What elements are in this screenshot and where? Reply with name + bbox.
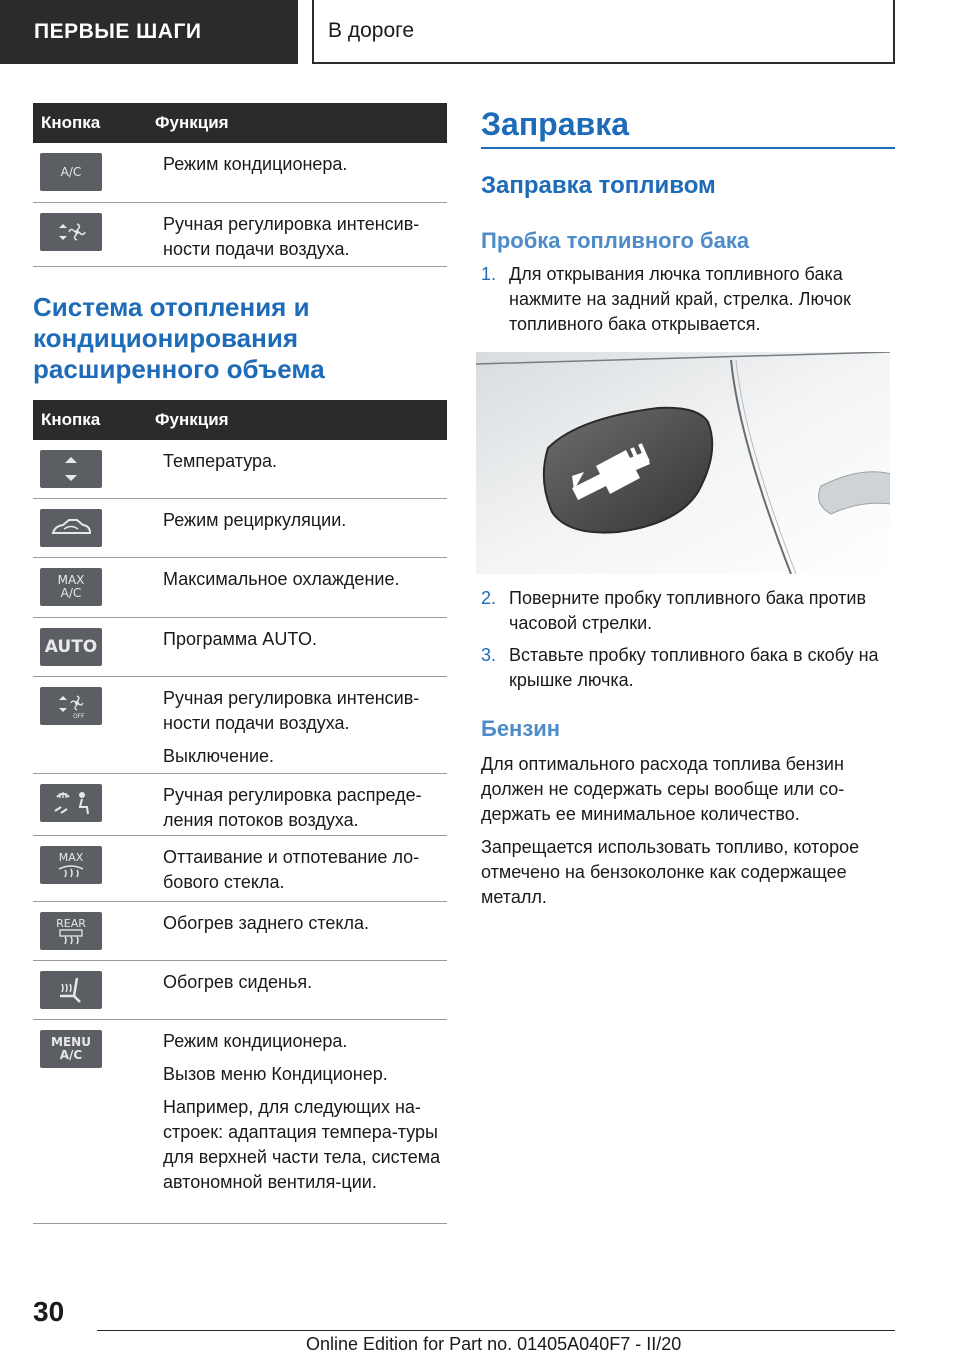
function-text: Режим кондиционера. — [163, 1031, 348, 1051]
function-text: Ручная регулировка интенсив-ности подачи воздуха. — [163, 214, 420, 259]
section-title-extended-climate: Система отопления и кондиционирования расширенного объема — [33, 292, 325, 384]
table-row — [33, 902, 447, 961]
temperature-rocker-icon — [40, 450, 102, 488]
heading-fuel-cap: Пробка топливного бака — [481, 228, 750, 253]
table-row — [33, 836, 447, 902]
column-header-function: Функция — [155, 410, 229, 429]
svg-text:OFF: OFF — [73, 713, 85, 719]
table-row — [33, 143, 447, 203]
fan-off-icon — [40, 687, 102, 725]
step-item — [481, 262, 895, 337]
footer-divider — [97, 1330, 895, 1331]
seat-heating-icon — [40, 971, 102, 1009]
function-text: Обогрев сиденья. — [163, 972, 313, 992]
heading-refueling: Заправка — [481, 104, 895, 149]
step-number: 1. — [481, 264, 497, 284]
function-text: Выключение. — [163, 746, 275, 766]
max-ac-icon: MAX A/C — [40, 568, 102, 606]
page-number: 30 — [33, 1296, 65, 1327]
function-text: Вызов меню Кондиционер. — [163, 1064, 388, 1084]
table-row — [33, 203, 447, 267]
table-row — [33, 499, 447, 558]
air-distribution-icon — [40, 784, 102, 822]
table-row — [33, 677, 447, 774]
heading-petrol: Бензин — [481, 716, 561, 741]
function-text: Режим кондиционера. — [163, 154, 348, 174]
fuel-flap-photo — [476, 352, 890, 574]
table-row — [33, 774, 447, 836]
step-item — [481, 643, 895, 693]
max-defrost-icon: MAX — [40, 846, 102, 884]
header-section-tab: ПЕРВЫЕ ШАГИ — [0, 0, 298, 64]
rear-defrost-icon: REAR — [40, 912, 102, 950]
column-header-button: Кнопка — [41, 410, 101, 429]
step-item — [481, 586, 895, 636]
table-row — [33, 618, 447, 677]
function-text: Программа AUTO. — [163, 629, 317, 649]
step-number: 3. — [481, 645, 497, 665]
table-row — [33, 1020, 447, 1224]
header-chapter-title: В дороге — [312, 0, 895, 64]
controls-table-basic — [33, 103, 447, 267]
step-text: Поверните пробку топливного бака против часовой стрелки. — [509, 588, 867, 633]
table-row — [33, 440, 447, 499]
function-text: Оттаивание и отпотевание ло-бового стекла. — [163, 847, 420, 892]
auto-icon: AUTO — [40, 628, 102, 666]
menu-ac-icon: MENU A/C — [40, 1030, 102, 1068]
step-text: Вставьте пробку топливного бака в скобу на крышке лючка. — [509, 645, 879, 690]
fan-speed-button-icon — [40, 213, 102, 251]
function-text: Максимальное охлаждение. — [163, 569, 400, 589]
function-text: Ручная регулировка интенсив-ности подачи воздуха. — [163, 688, 420, 733]
step-text: Для открывания лючка топливного бака нажмите на задний край, стрелка. Лючок топливного бака открывается. — [509, 264, 851, 334]
step-number: 2. — [481, 588, 497, 608]
ac-button-icon: A/C — [40, 153, 102, 191]
function-text: Температура. — [163, 451, 278, 471]
controls-table-extended — [33, 400, 447, 1224]
function-text: Обогрев заднего стекла. — [163, 913, 370, 933]
function-text: Ручная регулировка распреде-ления потоков воздуха. — [163, 785, 422, 830]
column-header-function: Функция — [155, 113, 229, 132]
function-text: Например, для следующих на-строек: адаптация темпера-туры для верхней части тела, система автономной вентиля-ции. — [163, 1097, 441, 1192]
table-header — [33, 400, 447, 440]
heading-fuel-filling: Заправка топливом — [481, 172, 716, 199]
paragraph-sulfur: Для оптимального расхода топлива бензин должен не содержать серы вообще или со-держать ее минимальное количество. — [481, 754, 845, 824]
function-text: Режим рециркуляции. — [163, 510, 347, 530]
recirculation-icon — [40, 509, 102, 547]
table-header — [33, 103, 447, 143]
footer-edition-text: Online Edition for Part no. 01405A040F7 - II/20 — [306, 1334, 682, 1354]
paragraph-metal: Запрещается использовать топливо, которое отмечено на бензоколонке как содержащее металл. — [481, 837, 860, 907]
table-row — [33, 961, 447, 1020]
table-row — [33, 558, 447, 618]
column-header-button: Кнопка — [41, 113, 101, 132]
